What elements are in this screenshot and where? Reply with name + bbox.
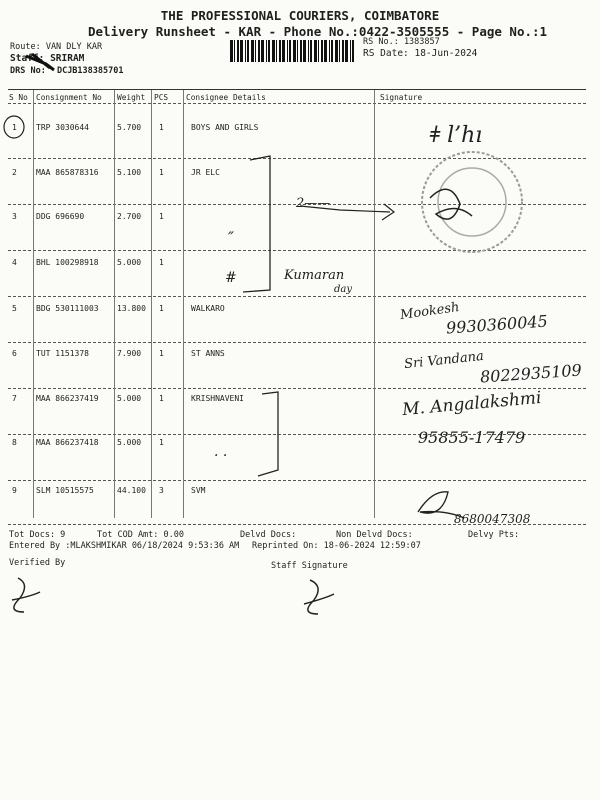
row-sno: 9	[12, 486, 17, 495]
row-weight: 44.100	[117, 486, 146, 495]
col-pcs: PCS	[154, 93, 169, 102]
signature-row1: ǂ l’hı	[430, 123, 483, 148]
row-consignment: BDG 530111003	[36, 304, 99, 313]
row-sno: 1	[12, 123, 17, 132]
col-signature: Signature	[380, 93, 423, 102]
row-consignee: JR ELC	[191, 168, 220, 177]
row-weight: 7.900	[117, 349, 142, 358]
row-consignment: DDG 696690	[36, 212, 85, 221]
runsheet-title: Delivery Runsheet - KAR - Phone No.:0422-3505555 - Page No.:1	[88, 24, 548, 39]
tot-cod: Tot COD Amt: 0.00	[97, 530, 184, 540]
row-consignee: ST ANNS	[191, 349, 225, 358]
verified-by: Verified By	[9, 558, 66, 568]
col-weight: Weight	[117, 93, 146, 102]
hash-mark: #	[225, 270, 237, 286]
ditto-mark: ″	[228, 228, 234, 247]
receiver-name-1: Mookesh	[399, 299, 461, 324]
receiver-name-2: Sri Vandana	[403, 348, 485, 373]
row-sno: 6	[12, 349, 17, 358]
row8-note: · ·	[214, 448, 228, 464]
row-pcs: 3	[159, 486, 164, 495]
col-consignment: Consignment No	[36, 93, 102, 102]
row-pcs: 1	[159, 123, 164, 132]
row-weight: 2.700	[117, 212, 142, 221]
receiver-phone-1: 9930360045	[445, 311, 549, 338]
non-delvd-docs: Non Delvd Docs:	[336, 530, 413, 540]
row-sno: 5	[12, 304, 17, 313]
row-weight: 5.700	[117, 123, 142, 132]
delvy-pts: Delvy Pts:	[468, 530, 520, 540]
row-consignment: MAA 866237419	[36, 394, 99, 403]
row-pcs: 1	[159, 304, 164, 313]
row-consignment: MAA 866237418	[36, 438, 99, 447]
delvd-docs: Delvd Docs:	[240, 530, 297, 540]
reprinted-on: Reprinted On: 18-06-2024 12:59:07	[252, 541, 421, 551]
receiver-phone-4: 8680047308	[454, 512, 531, 526]
arrow-note: 2——	[296, 196, 331, 211]
row-pcs: 1	[159, 438, 164, 447]
tot-docs: Tot Docs: 9	[9, 530, 66, 540]
entered-by: Entered By :MLAKSHMIKAR 06/18/2024 9:53:36 AM	[9, 541, 240, 551]
row-weight: 5.000	[117, 438, 142, 447]
rs-date: RS Date: 18-Jun-2024	[363, 48, 478, 59]
row-sno: 8	[12, 438, 17, 447]
note-kumaran: Kumaran	[284, 268, 345, 283]
row-consignment: SLM 10515575	[36, 486, 94, 495]
receiver-phone-2: 8022935109	[479, 360, 583, 387]
row-consignment: MAA 865878316	[36, 168, 99, 177]
row-pcs: 1	[159, 168, 164, 177]
row-consignment: TRP 3030644	[36, 123, 89, 132]
row-pcs: 1	[159, 258, 164, 267]
staff-signature: Staff Signature	[271, 561, 348, 571]
row-sno: 3	[12, 212, 17, 221]
col-sno: S No	[9, 93, 28, 102]
row-consignee: SVM	[191, 486, 206, 495]
row-weight: 13.800	[117, 304, 146, 313]
row-consignment: BHL 100298918	[36, 258, 99, 267]
receiver-phone-3: 95855-17479	[418, 428, 526, 447]
company-name: THE PROFESSIONAL COURIERS, COIMBATORE	[160, 8, 440, 23]
row-pcs: 1	[159, 349, 164, 358]
row-pcs: 1	[159, 394, 164, 403]
drs-value: DCJB138385701	[56, 66, 124, 76]
row-sno: 2	[12, 168, 17, 177]
row-weight: 5.000	[117, 258, 142, 267]
row-sno: 4	[12, 258, 17, 267]
staff-name: SRIRAM	[50, 53, 85, 64]
drs-label: DRS No:	[10, 66, 46, 76]
row-consignee: KRISHNAVENI	[191, 394, 244, 403]
row-consignee: WALKARO	[191, 304, 225, 313]
row-consignee: BOYS AND GIRLS	[191, 123, 259, 132]
row-sno: 7	[12, 394, 17, 403]
row-weight: 5.100	[117, 168, 142, 177]
row-consignment: TUT 1151378	[36, 349, 89, 358]
route: Route: VAN DLY KAR	[10, 42, 103, 52]
receiver-name-3: M. Angalakshmi	[401, 387, 543, 421]
row-weight: 5.000	[117, 394, 142, 403]
staff-label: Staff:	[10, 53, 45, 64]
row-pcs: 1	[159, 212, 164, 221]
rs-number: RS No.: 1383857	[363, 37, 440, 47]
note-day: day	[334, 284, 353, 295]
col-consignee: Consignee Details	[186, 93, 266, 102]
